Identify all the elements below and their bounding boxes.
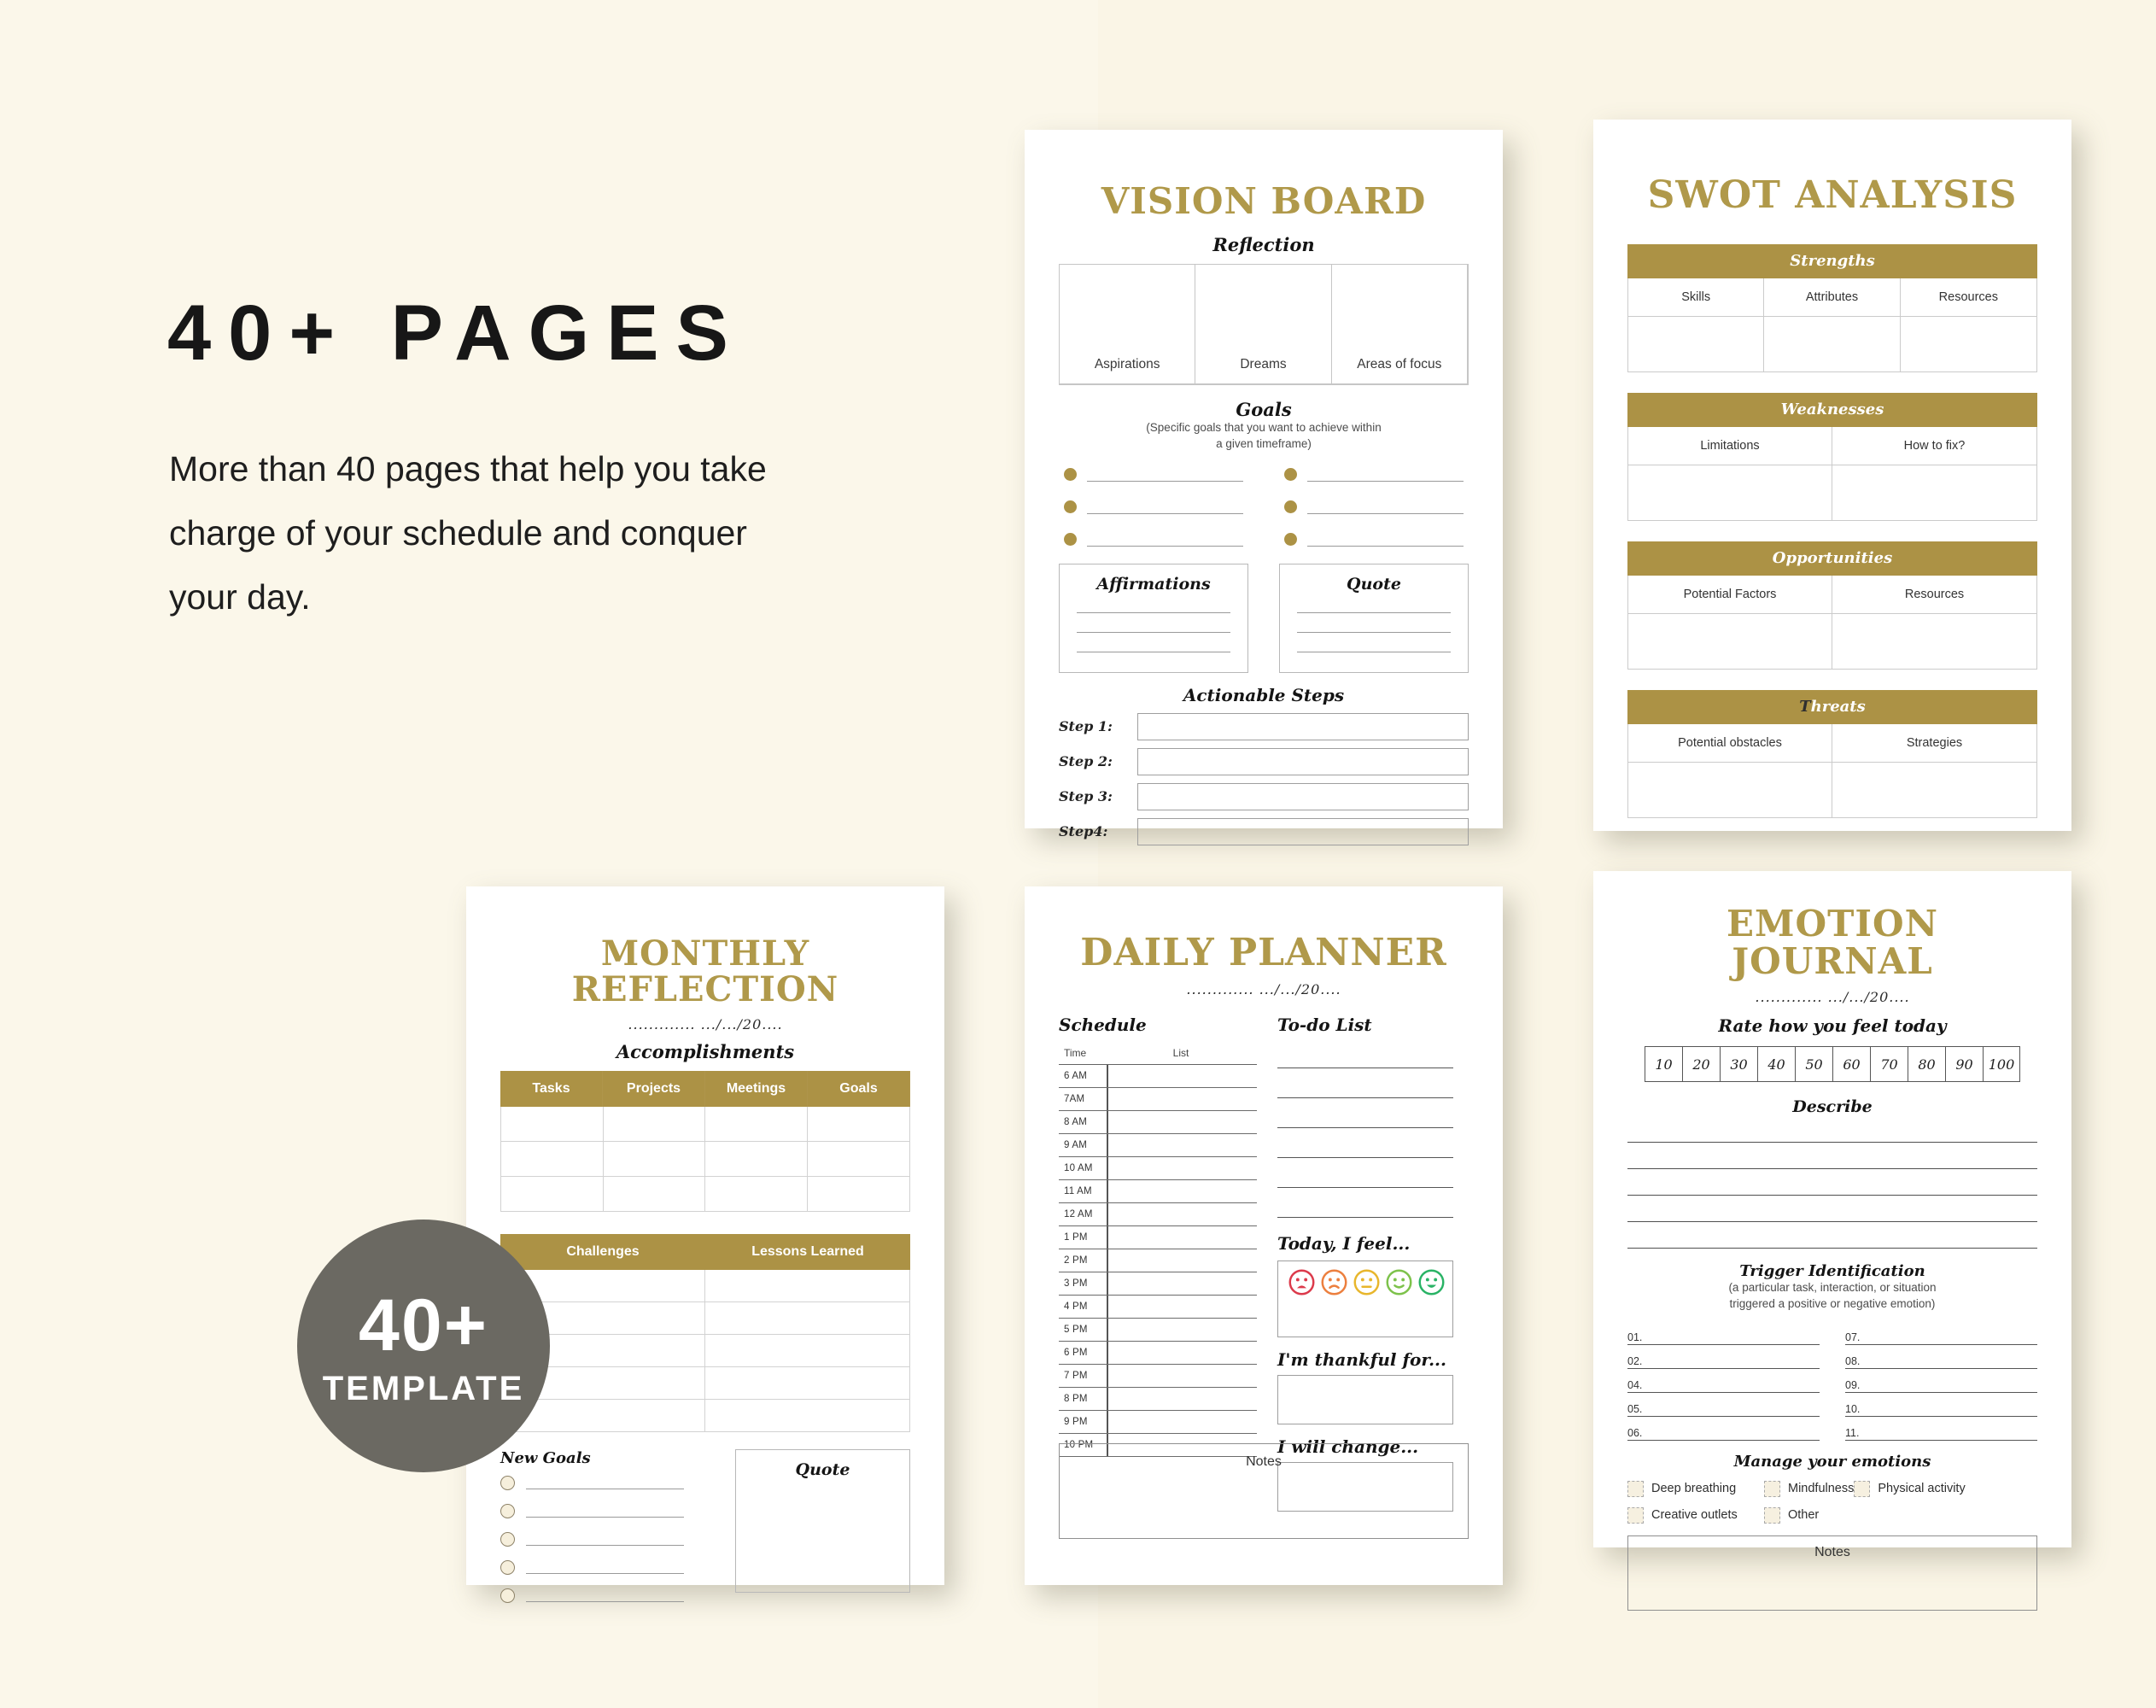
actionable-steps-heading: Actionable Steps (1183, 684, 1345, 705)
quote-heading: Quote (795, 1460, 850, 1479)
hero-description: More than 40 pages that help you take charge of your schedule and conquer your day. (169, 449, 767, 617)
describe-line (1627, 1222, 2037, 1249)
strengths-columns (1627, 278, 2037, 317)
trigger-row (1627, 1369, 1820, 1393)
goal-write-line (1307, 467, 1464, 482)
step-input-box (1137, 818, 1469, 845)
opportunities-band: Opportunities (1627, 541, 2037, 576)
time-label: 8 PM (1064, 1394, 1088, 1404)
goal-write-line (1087, 467, 1243, 482)
steps-list (1059, 713, 1469, 845)
quote-box (1279, 564, 1469, 673)
circle-bullet-icon (500, 1560, 515, 1575)
trigger-row (1845, 1321, 2037, 1345)
trigger-row (1845, 1369, 2037, 1393)
column-header: Lessons Learned (751, 1244, 864, 1259)
time-slot-row (1059, 1411, 1257, 1434)
time-slot-row (1059, 1319, 1257, 1342)
hero-title: 40+ PAGES (167, 290, 745, 377)
checkbox-icon (1854, 1481, 1870, 1497)
reflection-heading: Reflection (1212, 234, 1315, 256)
rating-cell: 70 (1870, 1046, 1908, 1082)
new-goal-row (500, 1532, 684, 1547)
rating-cell: 100 (1983, 1046, 2020, 1082)
new-goal-row (500, 1560, 684, 1575)
reflection-table (1059, 264, 1469, 385)
describe-line (1627, 1169, 2037, 1196)
manage-heading: Manage your emotions (1733, 1452, 1931, 1471)
column-header: Meetings (705, 1071, 808, 1107)
step-label: Step4: (1059, 823, 1108, 840)
goal-write-line (1307, 500, 1464, 514)
rating-cell: 40 (1757, 1046, 1795, 1082)
emoji-big-smile-icon (1417, 1268, 1446, 1296)
accomplishments-body (500, 1107, 910, 1212)
template-count-badge (297, 1220, 550, 1472)
time-slot-row (1059, 1342, 1257, 1365)
page-title: VISION BOARD (1101, 180, 1427, 222)
feel-heading: Today, I feel... (1277, 1233, 1411, 1254)
rating-cell: 60 (1832, 1046, 1870, 1082)
manage-option-label: Creative outlets (1651, 1508, 1738, 1523)
time-slot-row (1059, 1388, 1257, 1411)
goals-subtitle: (Specific goals that you want to achieve within a given timeframe) (1146, 421, 1382, 450)
page-title: EMOTION JOURNAL (1727, 903, 1938, 983)
describe-line (1627, 1143, 2037, 1169)
trigger-number: 01. (1627, 1331, 1643, 1343)
weaknesses-empty-row (1627, 465, 2037, 521)
mood-box (1277, 1261, 1453, 1337)
weaknesses-band: Weaknesses (1627, 393, 2037, 427)
trigger-number: 07. (1845, 1331, 1861, 1343)
emoji-neutral-icon (1353, 1268, 1381, 1296)
manage-option-label: Mindfulness (1788, 1482, 1855, 1496)
trigger-number: 04. (1627, 1378, 1643, 1391)
goal-write-line (526, 1561, 684, 1574)
time-slot-row (1059, 1180, 1257, 1203)
checkbox-icon (1627, 1481, 1644, 1497)
time-label: 11 AM (1064, 1186, 1092, 1196)
time-label: 10 AM (1064, 1163, 1093, 1173)
goal-row (1284, 497, 1464, 518)
time-label: 6 AM (1064, 1071, 1088, 1081)
step-row (1059, 818, 1469, 845)
column-header: Strategies (1906, 736, 1963, 751)
rating-scale (1627, 1046, 2037, 1082)
column-header: Attributes (1764, 278, 1900, 316)
write-line (1297, 632, 1451, 633)
threats-columns (1627, 724, 2037, 763)
notes-label: Notes (1246, 1454, 1282, 1469)
manage-options-row2 (1627, 1507, 2037, 1524)
date-line: ............. .../.../20.... (628, 1016, 783, 1032)
trigger-row (1627, 1417, 1820, 1441)
trigger-number: 09. (1845, 1378, 1861, 1391)
weaknesses-section (1627, 393, 2037, 521)
goal-write-line (526, 1589, 684, 1602)
challenges-body (500, 1270, 910, 1432)
rating-cell: 10 (1645, 1046, 1682, 1082)
schedule-column (1059, 1015, 1257, 1457)
time-label: 12 AM (1064, 1209, 1093, 1220)
manage-option (1854, 1481, 1965, 1497)
strengths-section (1627, 244, 2037, 372)
time-label: 3 PM (1064, 1278, 1088, 1289)
todo-write-line (1277, 1158, 1453, 1188)
column-header: Goals (808, 1071, 910, 1107)
checkbox-icon (1764, 1507, 1780, 1524)
trigger-lists (1627, 1321, 2037, 1441)
describe-line (1627, 1116, 2037, 1143)
time-slot-row (1059, 1203, 1257, 1226)
step-input-box (1137, 783, 1469, 810)
time-label: 1 PM (1064, 1232, 1088, 1243)
step-input-box (1137, 713, 1469, 740)
manage-option-label: Physical activity (1878, 1482, 1966, 1496)
time-label: 9 AM (1064, 1140, 1088, 1150)
daily-right-column (1277, 1015, 1453, 1512)
goal-write-line (1087, 500, 1243, 514)
step-row (1059, 748, 1469, 775)
trigger-row (1627, 1393, 1820, 1417)
new-goals-block (500, 1449, 684, 1617)
rating-cell: 20 (1682, 1046, 1720, 1082)
affirmations-heading: Affirmations (1096, 574, 1211, 594)
threats-section (1627, 690, 2037, 818)
badge-count: 40+ (359, 1284, 488, 1366)
emoji-sad-icon (1320, 1268, 1348, 1296)
trigger-number: 10. (1845, 1402, 1861, 1415)
affirmation-quote-row (1059, 564, 1469, 673)
change-heading: I will change... (1277, 1436, 1419, 1457)
notes-label: Notes (1814, 1544, 1850, 1559)
trigger-number: 11. (1845, 1426, 1860, 1439)
bullet-icon (1064, 533, 1077, 546)
new-goals-heading: New Goals (500, 1449, 591, 1467)
checkbox-icon (1764, 1481, 1780, 1497)
todo-heading: To-do List (1277, 1015, 1372, 1035)
time-slot-row (1059, 1088, 1257, 1111)
circle-bullet-icon (500, 1476, 515, 1490)
time-slot-list (1059, 1065, 1257, 1457)
trigger-row (1845, 1393, 2037, 1417)
opportunities-section (1627, 541, 2037, 670)
thankful-heading: I'm thankful for... (1277, 1349, 1446, 1370)
time-label: 5 PM (1064, 1325, 1088, 1335)
notes-box (1627, 1535, 2037, 1611)
new-goal-row (500, 1504, 684, 1518)
daily-planner-page (1025, 886, 1503, 1585)
todo-write-line (1277, 1068, 1453, 1098)
badge-label: TEMPLATE (322, 1370, 525, 1407)
goal-write-line (526, 1505, 684, 1518)
trigger-heading: Trigger Identification (1739, 1262, 1925, 1281)
date-line: ............. .../.../20.... (1755, 989, 1910, 1006)
new-goal-row (500, 1588, 684, 1603)
goal-row (1284, 465, 1464, 485)
rate-heading: Rate how you feel today (1718, 1015, 1947, 1037)
time-label: 9 PM (1064, 1417, 1088, 1427)
step-row (1059, 713, 1469, 740)
strengths-empty-row (1627, 317, 2037, 372)
write-line (1077, 632, 1230, 633)
circle-bullet-icon (500, 1532, 515, 1547)
reflection-cell (1060, 265, 1195, 346)
goals-heading: Goals (1236, 399, 1292, 421)
quote-box (735, 1449, 910, 1593)
vision-board-page (1025, 130, 1503, 840)
time-slot-row (1059, 1226, 1257, 1249)
thankful-box (1277, 1375, 1453, 1424)
threats-band: Threats (1627, 690, 2037, 724)
trigger-number: 05. (1627, 1402, 1643, 1415)
strengths-band: Strengths (1627, 244, 2037, 278)
rating-cell: 90 (1945, 1046, 1983, 1082)
opportunities-columns (1627, 576, 2037, 614)
step-label: Step 1: (1059, 718, 1113, 735)
checkbox-icon (1627, 1507, 1644, 1524)
time-slot-row (1059, 1249, 1257, 1272)
emotion-journal-page (1593, 871, 2071, 1559)
accomplishments-heading: Accomplishments (616, 1041, 795, 1062)
goals-bullet-grid (1059, 465, 1469, 550)
list-column-header: List (1172, 1047, 1189, 1059)
trigger-list-left (1627, 1321, 1820, 1441)
time-slot-row (1059, 1272, 1257, 1296)
rating-cell: 50 (1795, 1046, 1832, 1082)
todo-write-line (1277, 1098, 1453, 1128)
column-header: Resources (1938, 290, 1998, 305)
schedule-rows (1059, 1065, 1257, 1457)
goal-write-line (1087, 532, 1243, 547)
goal-row (1064, 529, 1243, 550)
emoji-very-sad-icon (1288, 1268, 1316, 1296)
trigger-number: 02. (1627, 1354, 1643, 1367)
column-header: How to fix? (1903, 439, 1966, 453)
column-header: Tasks (500, 1071, 603, 1107)
page-title: DAILY PLANNER (1080, 931, 1447, 974)
quote-heading: Quote (1347, 574, 1401, 594)
circle-bullet-icon (500, 1588, 515, 1603)
column-header: Skills (1628, 278, 1764, 316)
time-slot-row (1059, 1296, 1257, 1319)
swot-analysis-page (1593, 120, 2071, 831)
todo-write-line (1277, 1188, 1453, 1218)
trigger-number: 06. (1627, 1426, 1643, 1439)
manage-option (1764, 1507, 1819, 1524)
manage-options-row1 (1627, 1481, 2037, 1497)
describe-heading: Describe (1792, 1097, 1873, 1117)
column-header: Challenges (566, 1244, 640, 1259)
reflection-cell (1332, 265, 1468, 346)
reflection-column-header: Dreams (1195, 346, 1331, 384)
reflection-cell (1195, 265, 1331, 346)
time-label: 7 PM (1064, 1371, 1088, 1381)
bullet-icon (1284, 468, 1297, 481)
page-title: MONTHLY REFLECTION (571, 933, 839, 1009)
column-header: Potential Factors (1628, 576, 1832, 613)
manage-option (1627, 1507, 1764, 1524)
circle-bullet-icon (500, 1504, 515, 1518)
time-slot-row (1059, 1365, 1257, 1388)
column-header: Projects (603, 1071, 705, 1107)
schedule-header-row (1059, 1042, 1257, 1065)
page-title: SWOT ANALYSIS (1647, 173, 2018, 217)
rating-cell: 80 (1908, 1046, 1945, 1082)
affirmations-box (1059, 564, 1248, 673)
time-slot-row (1059, 1111, 1257, 1134)
step-input-box (1137, 748, 1469, 775)
manage-option-label: Deep breathing (1651, 1482, 1737, 1496)
describe-line (1627, 1196, 2037, 1222)
trigger-subtitle: (a particular task, interaction, or situation triggered a positive or negative emotion) (1728, 1281, 1937, 1311)
goal-write-line (526, 1533, 684, 1546)
trigger-row (1627, 1321, 1820, 1345)
time-slot-row (1059, 1065, 1257, 1088)
step-row (1059, 783, 1469, 810)
reflection-column-header: Areas of focus (1332, 346, 1468, 384)
rating-cell: 30 (1720, 1046, 1757, 1082)
time-label: 6 PM (1064, 1348, 1088, 1358)
trigger-row (1845, 1345, 2037, 1369)
opportunities-empty-row (1627, 614, 2037, 670)
todo-write-line (1277, 1128, 1453, 1158)
write-line (1077, 612, 1230, 613)
goal-write-line (1307, 532, 1464, 547)
bullet-icon (1064, 500, 1077, 513)
bullet-icon (1284, 500, 1297, 513)
reflection-column-header: Aspirations (1060, 346, 1195, 384)
manage-option (1627, 1481, 1764, 1497)
step-label: Step 3: (1059, 788, 1113, 805)
time-label: 4 PM (1064, 1301, 1088, 1312)
column-header: Resources (1904, 588, 1965, 602)
emoji-smile-icon (1385, 1268, 1413, 1296)
todo-write-line (1277, 1038, 1453, 1068)
time-label: 10 PM (1064, 1440, 1094, 1450)
bullet-icon (1284, 533, 1297, 546)
goal-row (1064, 497, 1243, 518)
step-label: Step 2: (1059, 753, 1113, 770)
time-column-header: Time (1064, 1047, 1087, 1059)
bullet-icon (1064, 468, 1077, 481)
threats-empty-row (1627, 763, 2037, 818)
manage-option-label: Other (1788, 1508, 1820, 1523)
new-goal-row (500, 1476, 684, 1490)
schedule-heading: Schedule (1059, 1015, 1147, 1035)
accomplishments-header (500, 1071, 910, 1107)
monthly-reflection-page (466, 886, 944, 1585)
column-header: Limitations (1628, 427, 1832, 465)
goal-write-line (526, 1477, 684, 1489)
time-label: 8 AM (1064, 1117, 1088, 1127)
write-line (1297, 612, 1451, 613)
trigger-row (1627, 1345, 1820, 1369)
notes-box (1059, 1443, 1469, 1539)
trigger-number: 08. (1845, 1354, 1861, 1367)
goal-row (1064, 465, 1243, 485)
monthly-bottom-row (500, 1449, 910, 1617)
time-slot-row (1059, 1157, 1257, 1180)
goal-row (1284, 529, 1464, 550)
manage-option (1764, 1481, 1854, 1497)
time-slot-row (1059, 1134, 1257, 1157)
weaknesses-columns (1627, 427, 2037, 465)
date-line: ............. .../.../20.... (1186, 981, 1341, 998)
trigger-list-right (1845, 1321, 2037, 1441)
time-label: 7AM (1064, 1094, 1085, 1104)
trigger-row (1845, 1417, 2037, 1441)
time-label: 2 PM (1064, 1255, 1088, 1266)
column-header: Potential obstacles (1628, 724, 1832, 762)
challenges-header (500, 1234, 910, 1270)
